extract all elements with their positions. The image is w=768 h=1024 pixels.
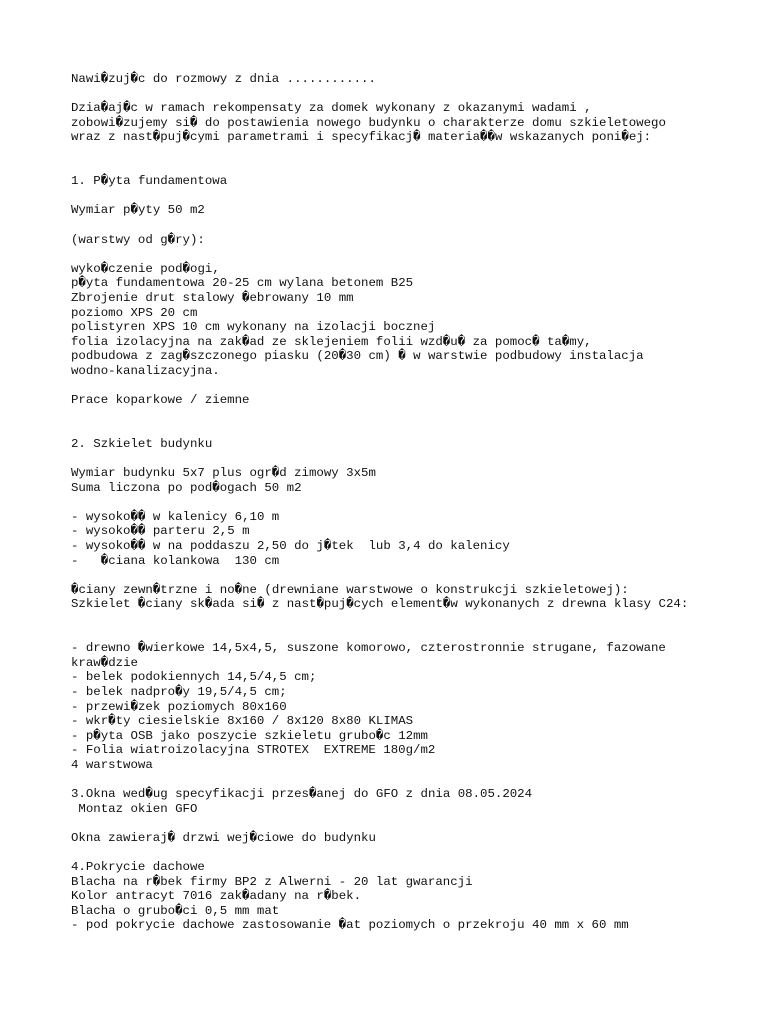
- blank-line: [71, 773, 731, 788]
- blank-line: [71, 160, 731, 175]
- document-page: [71, 72, 731, 933]
- text-line: Nawi�zuj�c do rozmowy z dnia ............: [71, 72, 376, 86]
- text-line: 2. Szkielet budynku: [71, 436, 213, 451]
- blank-line: [71, 816, 731, 831]
- blank-line: [71, 189, 731, 204]
- blank-line: [71, 627, 731, 642]
- text-line: podbudowa z zag�szczonego piasku (20�30 cm) � w warstwie podbudowy instalacja: [71, 349, 644, 364]
- text-line: Wymiar budynku 5x7 plus ogr�d zimowy 3x5m: [71, 466, 376, 481]
- text-line: Szkielet �ciany sk�ada si� z nast�puj�cych element�w wykonanych z drewna klasy C24:: [71, 597, 689, 612]
- text-line: Kolor antracyt 7016 zak�adany na r�bek.: [71, 889, 362, 904]
- blank-line: [71, 495, 731, 510]
- text-line: 3.Okna wed�ug specyfikacji przes�anej do GFO z dnia 08.05.2024: [71, 787, 533, 802]
- text-line: - wkr�ty ciesielskie 8x160 / 8x120 8x80 KLIMAS: [71, 714, 414, 729]
- blank-line: [71, 378, 731, 393]
- text-line: Prace koparkowe / ziemne: [71, 393, 250, 408]
- blank-line: [71, 87, 731, 102]
- text-line: polistyren XPS 10 cm wykonany na izolacji bocznej: [71, 320, 436, 335]
- text-line: - p�yta OSB jako poszycie szkieletu grubo�c 12mm: [71, 728, 428, 743]
- blank-line: [71, 145, 731, 160]
- text-line: Wymiar p�yty 50 m2: [71, 203, 205, 218]
- text-line: - Folia wiatroizolacyjna STROTEX EXTREME 180g/m2: [71, 743, 436, 758]
- text-line: - belek nadpro�y 19,5/4,5 cm;: [71, 684, 287, 699]
- text-line: 4.Pokrycie dachowe: [71, 860, 205, 875]
- text-line: Zbrojenie drut stalowy �ebrowany 10 mm: [71, 290, 354, 305]
- text-line: - drewno �wierkowe 14,5x4,5, suszone komorowo, czterostronnie strugane, fazowane: [71, 641, 666, 656]
- document-body: [71, 72, 731, 933]
- text-line: - wysoko�� w kalenicy 6,10 m: [71, 509, 280, 524]
- text-line: wraz z nast�puj�cymi parametrami i specyfikacj� materia��w wskazanych poni�ej:: [71, 130, 652, 145]
- blank-line: [71, 408, 731, 423]
- text-line: (warstwy od g�ry):: [71, 232, 205, 247]
- text-line: p�yta fundamentowa 20-25 cm wylana betonem B25: [71, 276, 414, 291]
- text-line: Dzia�aj�c w ramach rekompensaty za domek wykonany z okazanymi wadami ,: [71, 101, 592, 116]
- text-line: Blacha na r�bek firmy BP2 z Alwerni - 20 lat gwarancji: [71, 874, 473, 889]
- text-line: - pod pokrycie dachowe zastosowanie �at poziomych o przekroju 40 mm x 60 mm: [71, 918, 629, 933]
- blank-line: [71, 247, 731, 262]
- blank-line: [71, 568, 731, 583]
- blank-line: [71, 612, 731, 627]
- text-line: - przewi�zek poziomych 80x160: [71, 699, 287, 714]
- blank-line: [71, 451, 731, 466]
- text-line: poziomo XPS 20 cm: [71, 305, 198, 320]
- text-line: Blacha o grubo�ci 0,5 mm mat: [71, 903, 280, 918]
- text-line: kraw�dzie: [71, 655, 138, 670]
- text-line: Montaz okien GFO: [71, 801, 198, 816]
- blank-line: [71, 218, 731, 233]
- blank-line: [71, 422, 731, 437]
- text-line: wodno-kanalizacyjna.: [71, 363, 220, 378]
- text-line: �ciany zewn�trzne i no�ne (drewniane warstwowe o konstrukcji szkieletowej):: [71, 582, 629, 597]
- text-line: 1. P�yta fundamentowa: [71, 174, 228, 189]
- text-line: - wysoko�� w na poddaszu 2,50 do j�tek lub 3,4 do kalenicy: [71, 539, 510, 553]
- text-line: Okna zawieraj� drzwi wej�ciowe do budynku: [71, 830, 376, 845]
- text-line: folia izolacyjna na zak�ad ze sklejeniem folii wzd�u� za pomoc� ta�my,: [71, 334, 592, 349]
- blank-line: [71, 845, 731, 860]
- text-line: Suma liczona po pod�ogach 50 m2: [71, 480, 302, 495]
- text-line: wyko�czenie pod�ogi,: [71, 261, 220, 276]
- text-line: - belek podokiennych 14,5/4,5 cm;: [71, 670, 317, 685]
- text-line: - �ciana kolankowa 130 cm: [71, 553, 280, 568]
- text-line: zobowi�zujemy si� do postawienia nowego budynku o charakterze domu szkieletowego: [71, 115, 666, 130]
- text-line: - wysoko�� parteru 2,5 m: [71, 524, 250, 539]
- text-line: 4 warstwowa: [71, 757, 153, 772]
